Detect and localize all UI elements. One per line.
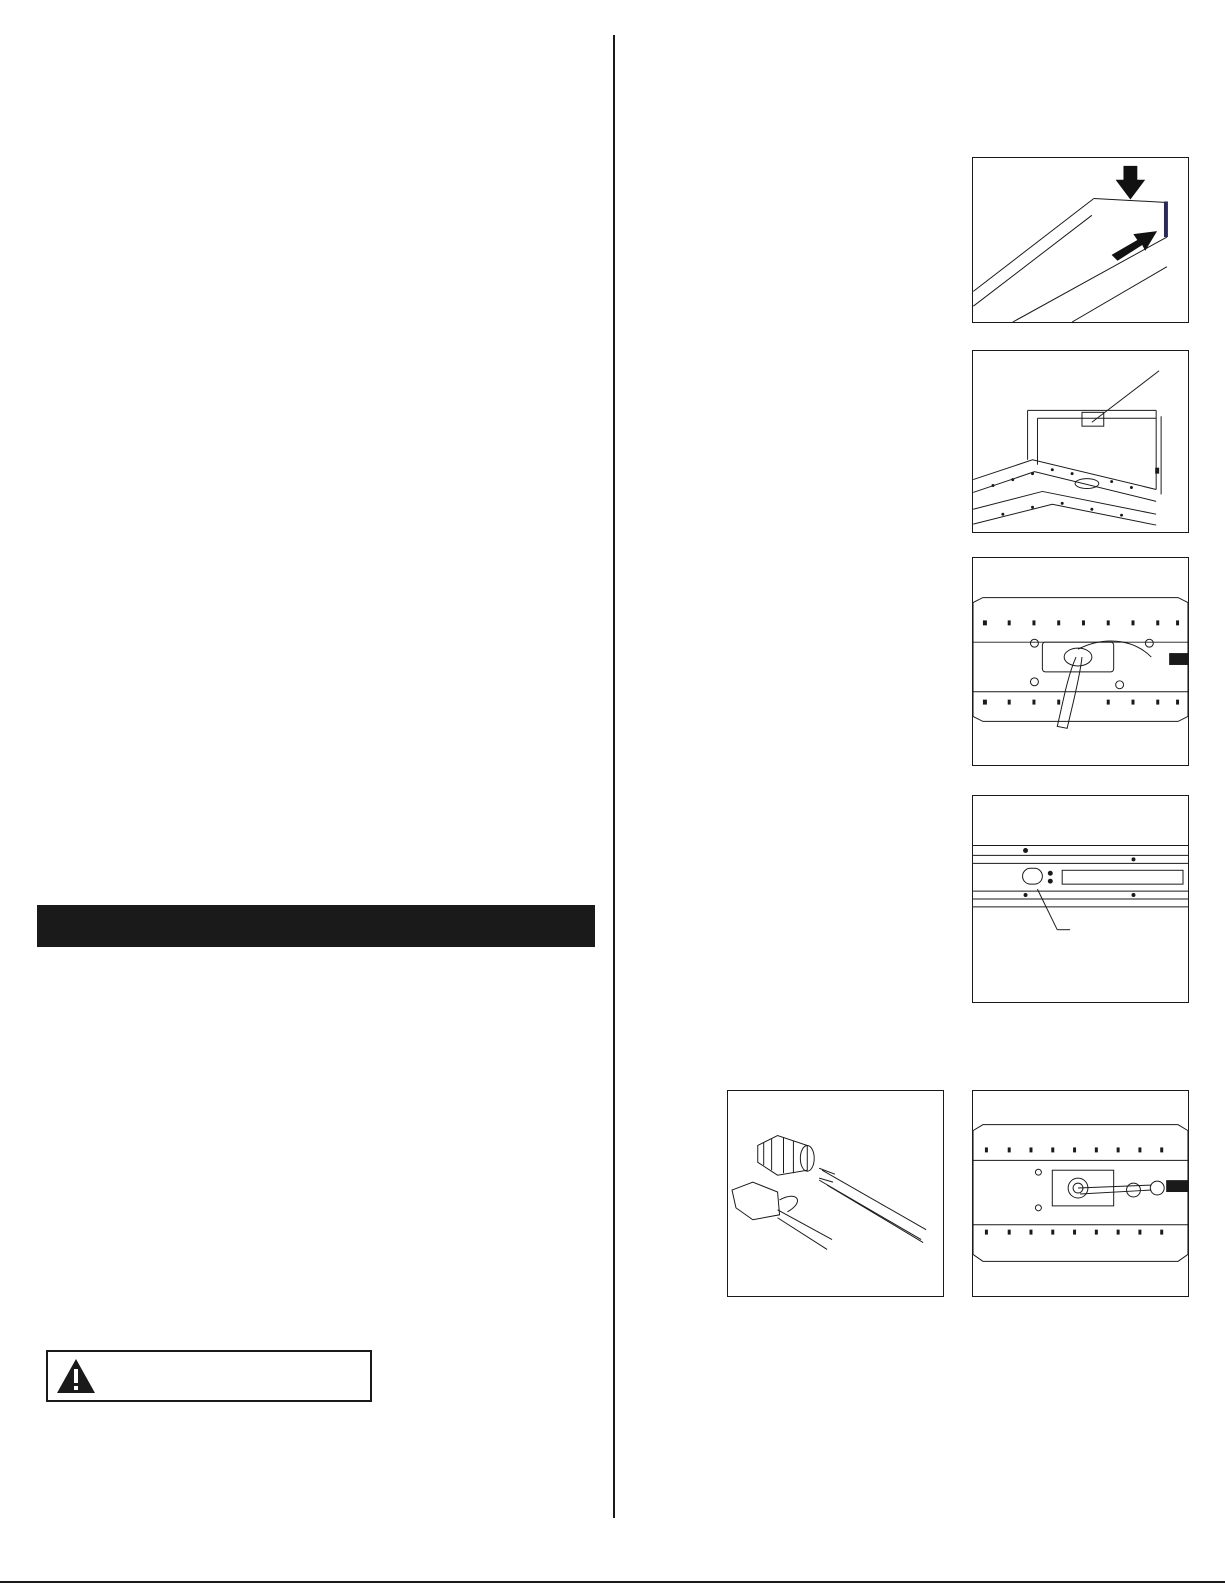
warning-box xyxy=(46,1350,372,1402)
figure-plate-screwdriver xyxy=(972,1090,1189,1297)
column-divider xyxy=(613,35,615,1518)
figure-mounting-slot xyxy=(972,795,1189,1003)
figure-end-cap-arrows xyxy=(972,157,1189,323)
section-heading-bar xyxy=(37,905,595,947)
figure-end-bracket-tab xyxy=(972,350,1189,533)
bottom-rule xyxy=(0,1581,1225,1583)
warning-triangle-icon xyxy=(56,1358,96,1394)
figure-wiring-access-plate xyxy=(972,557,1189,766)
down-arrow-icon xyxy=(1116,166,1146,200)
figure-wire-nuts xyxy=(727,1090,944,1297)
